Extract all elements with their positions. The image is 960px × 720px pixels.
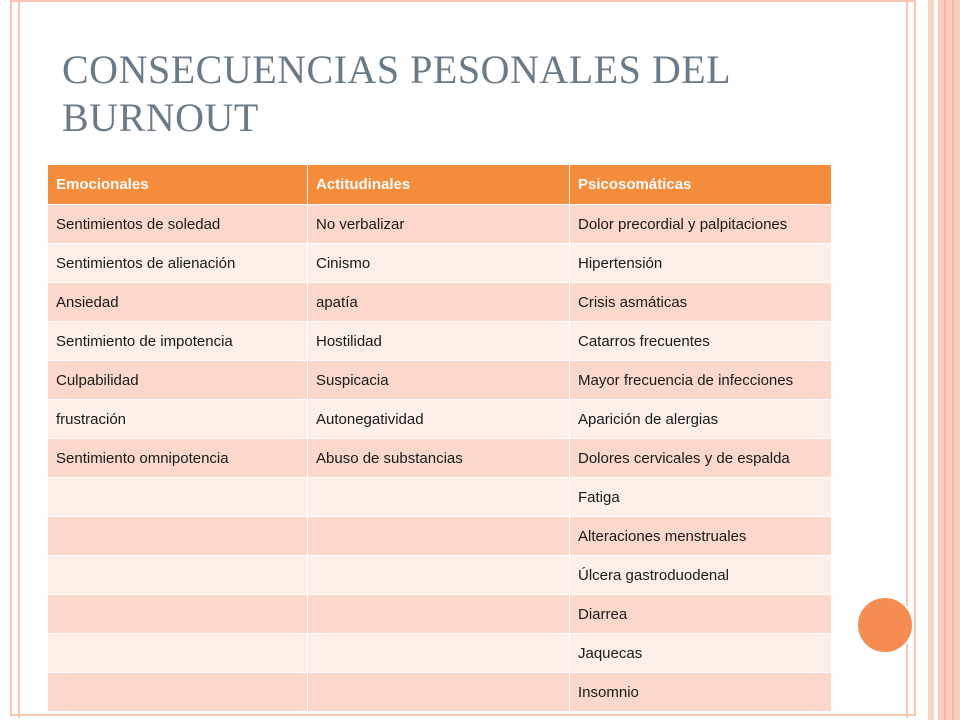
table-cell bbox=[308, 517, 570, 556]
table-cell: Dolor precordial y palpitaciones bbox=[570, 205, 832, 244]
table-cell: apatía bbox=[308, 283, 570, 322]
table-row bbox=[48, 673, 832, 712]
table-row bbox=[48, 283, 832, 322]
table-header-row bbox=[48, 165, 832, 205]
table-row bbox=[48, 361, 832, 400]
table-cell: Ansiedad bbox=[48, 283, 308, 322]
column-header-emocionales: Emocionales bbox=[48, 165, 308, 205]
table-body bbox=[48, 205, 832, 712]
consequences-table bbox=[48, 165, 832, 712]
table-row bbox=[48, 244, 832, 283]
decorative-circle bbox=[856, 596, 914, 654]
table-row bbox=[48, 205, 832, 244]
table-cell bbox=[308, 673, 570, 712]
column-header-psicosomaticas: Psicosomáticas bbox=[570, 165, 832, 205]
table-cell: Catarros frecuentes bbox=[570, 322, 832, 361]
table-cell: Autonegatividad bbox=[308, 400, 570, 439]
table-row bbox=[48, 634, 832, 673]
table-cell bbox=[308, 556, 570, 595]
table-cell: Diarrea bbox=[570, 595, 832, 634]
decorative-side-line bbox=[944, 0, 946, 720]
table-row bbox=[48, 322, 832, 361]
table-cell: Mayor frecuencia de infecciones bbox=[570, 361, 832, 400]
table-cell: Jaquecas bbox=[570, 634, 832, 673]
table-cell: Alteraciones menstruales bbox=[570, 517, 832, 556]
table-cell: Crisis asmáticas bbox=[570, 283, 832, 322]
table-cell bbox=[48, 634, 308, 673]
table-cell: Dolores cervicales y de espalda bbox=[570, 439, 832, 478]
table-cell: frustración bbox=[48, 400, 308, 439]
decorative-side-line bbox=[952, 0, 954, 720]
table-cell bbox=[308, 595, 570, 634]
table-row bbox=[48, 478, 832, 517]
slide-title: CONSECUENCIAS PESONALES DEL BURNOUT bbox=[62, 47, 730, 140]
table-cell: Hostilidad bbox=[308, 322, 570, 361]
table-cell: Sentimientos de soledad bbox=[48, 205, 308, 244]
table-cell: Hipertensión bbox=[570, 244, 832, 283]
table-row bbox=[48, 517, 832, 556]
table-cell: Aparición de alergias bbox=[570, 400, 832, 439]
table-row bbox=[48, 439, 832, 478]
table-cell bbox=[48, 478, 308, 517]
decorative-side-bar bbox=[928, 0, 934, 720]
table-cell: Úlcera gastroduodenal bbox=[570, 556, 832, 595]
table-cell: Insomnio bbox=[570, 673, 832, 712]
table-cell: Suspicacia bbox=[308, 361, 570, 400]
table-row bbox=[48, 595, 832, 634]
table-cell bbox=[48, 595, 308, 634]
table-cell bbox=[48, 556, 308, 595]
table-cell: Culpabilidad bbox=[48, 361, 308, 400]
table-row bbox=[48, 556, 832, 595]
table-cell: Sentimientos de alienación bbox=[48, 244, 308, 283]
table-cell bbox=[308, 478, 570, 517]
table-cell: Abuso de substancias bbox=[308, 439, 570, 478]
table-cell bbox=[308, 634, 570, 673]
table-cell bbox=[48, 517, 308, 556]
table-cell: Sentimiento omnipotencia bbox=[48, 439, 308, 478]
table-cell: No verbalizar bbox=[308, 205, 570, 244]
table-cell: Sentimiento de impotencia bbox=[48, 322, 308, 361]
table-cell: Fatiga bbox=[570, 478, 832, 517]
table-cell: Cinismo bbox=[308, 244, 570, 283]
column-header-actitudinales: Actitudinales bbox=[308, 165, 570, 205]
decorative-side-bar-wide bbox=[938, 0, 960, 720]
table-row bbox=[48, 400, 832, 439]
table-cell bbox=[48, 673, 308, 712]
